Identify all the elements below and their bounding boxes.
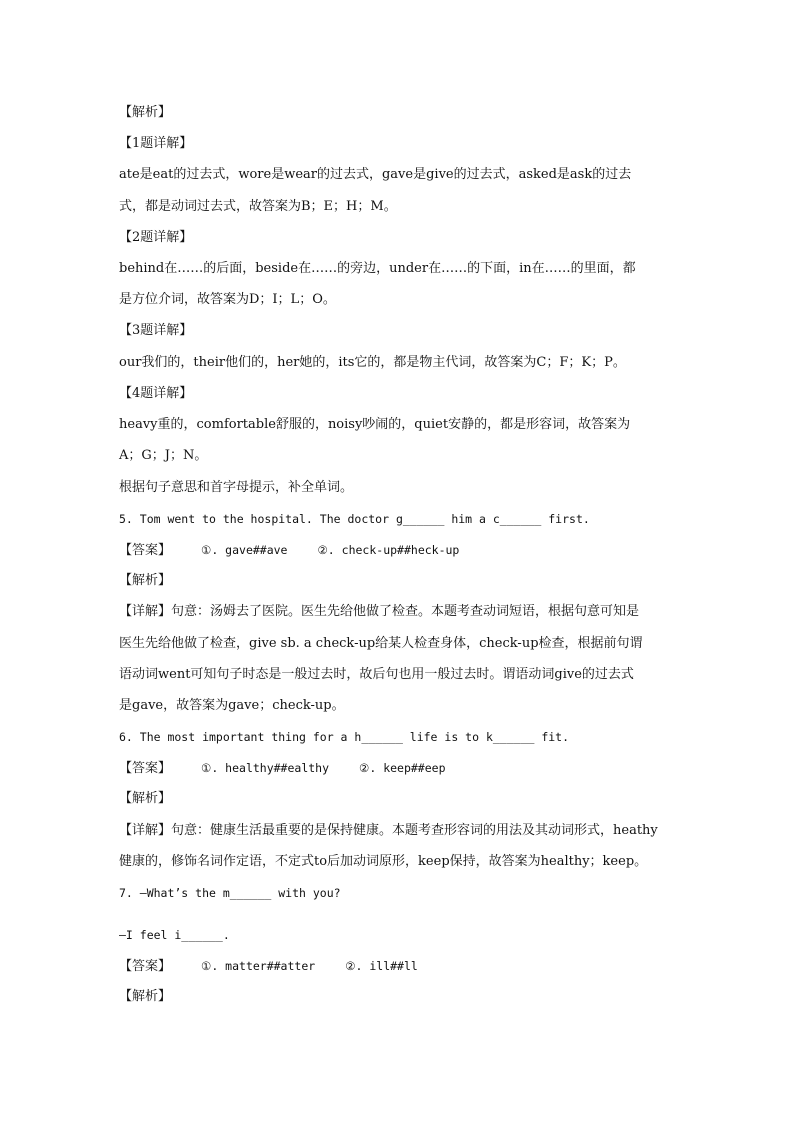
answer-label: 【答案】 xyxy=(119,959,172,974)
q5-analysis-heading: 【解析】 xyxy=(119,573,172,588)
answer-label: 【答案】 xyxy=(119,543,172,558)
q7-answer-row xyxy=(119,957,679,976)
question-7-line-2: —I feel i______. xyxy=(119,928,230,942)
question-7-line-1: 7. —What’s the m______ with you? xyxy=(119,886,341,900)
q5-detail-line-2: 医生先给他做了检查，give sb. a check-up给某人检查身体，check-up检查，根据前句谓 xyxy=(119,636,643,651)
q3-detail-heading: 【3题详解】 xyxy=(119,323,193,338)
q4-detail-line-1: heavy重的，comfortable舒服的，noisy吵闹的，quiet安静的，都是形容词，故答案为 xyxy=(119,417,631,432)
q6-analysis-heading: 【解析】 xyxy=(119,791,172,806)
q5-detail-line-4: 是gave，故答案为gave；check-up。 xyxy=(119,698,345,713)
q7-analysis-heading: 【解析】 xyxy=(119,989,172,1004)
q6-answer-1: ①. healthy##ealthy xyxy=(201,761,330,775)
q2-detail-line-2: 是方位介词，故答案为D；I；L；O。 xyxy=(119,292,336,307)
q2-detail-line-1: behind在……的后面，beside在……的旁边，under在……的下面，in在……的里面，都 xyxy=(119,261,636,276)
section-instruction: 根据句子意思和首字母提示，补全单词。 xyxy=(119,480,354,495)
answer-label: 【答案】 xyxy=(119,761,172,776)
q1-detail-line-1: ate是eat的过去式，wore是wear的过去式，gave是give的过去式，asked是ask的过去 xyxy=(119,167,632,182)
question-6: 6. The most important thing for a h______ life is to k______ fit. xyxy=(119,730,570,744)
q4-detail-heading: 【4题详解】 xyxy=(119,386,193,401)
q1-detail-heading: 【1题详解】 xyxy=(119,136,193,151)
q5-answer-row xyxy=(119,541,679,560)
q6-detail-line-2: 健康的，修饰名词作定语，不定式to后加动词原形，keep保持，故答案为healthy；keep。 xyxy=(119,854,648,869)
q2-detail-heading: 【2题详解】 xyxy=(119,230,193,245)
q1-detail-line-2: 式，都是动词过去式，故答案为B；E；H；M。 xyxy=(119,199,397,214)
analysis-heading: 【解析】 xyxy=(119,105,172,120)
q5-answer-2: ②. check-up##heck-up xyxy=(317,543,460,557)
q6-answer-row xyxy=(119,759,679,778)
q6-detail-line-1: 【详解】句意：健康生活最重要的是保持健康。本题考查形容词的用法及其动词形式，heathy xyxy=(119,823,658,838)
q7-answer-1: ①. matter##atter xyxy=(201,959,316,973)
question-5: 5. Tom went to the hospital. The doctor g______ him a c______ first. xyxy=(119,512,590,526)
q5-detail-line-3: 语动词went可知句子时态是一般过去时，故后句也用一般过去时。谓语动词give的过去式 xyxy=(119,667,634,682)
q6-answer-2: ②. keep##eep xyxy=(359,761,446,775)
q5-detail-line-1: 【详解】句意：汤姆去了医院。医生先给他做了检查。本题考查动词短语，根据句意可知是 xyxy=(119,604,640,619)
q7-answer-2: ②. ill##ll xyxy=(345,959,418,973)
q5-answer-1: ①. gave##ave xyxy=(201,543,288,557)
q3-detail-line-1: our我们的，their他们的，her她的，its它的，都是物主代词，故答案为C；F；K；P。 xyxy=(119,355,626,370)
q4-detail-line-2: A；G；J；N。 xyxy=(119,448,208,463)
